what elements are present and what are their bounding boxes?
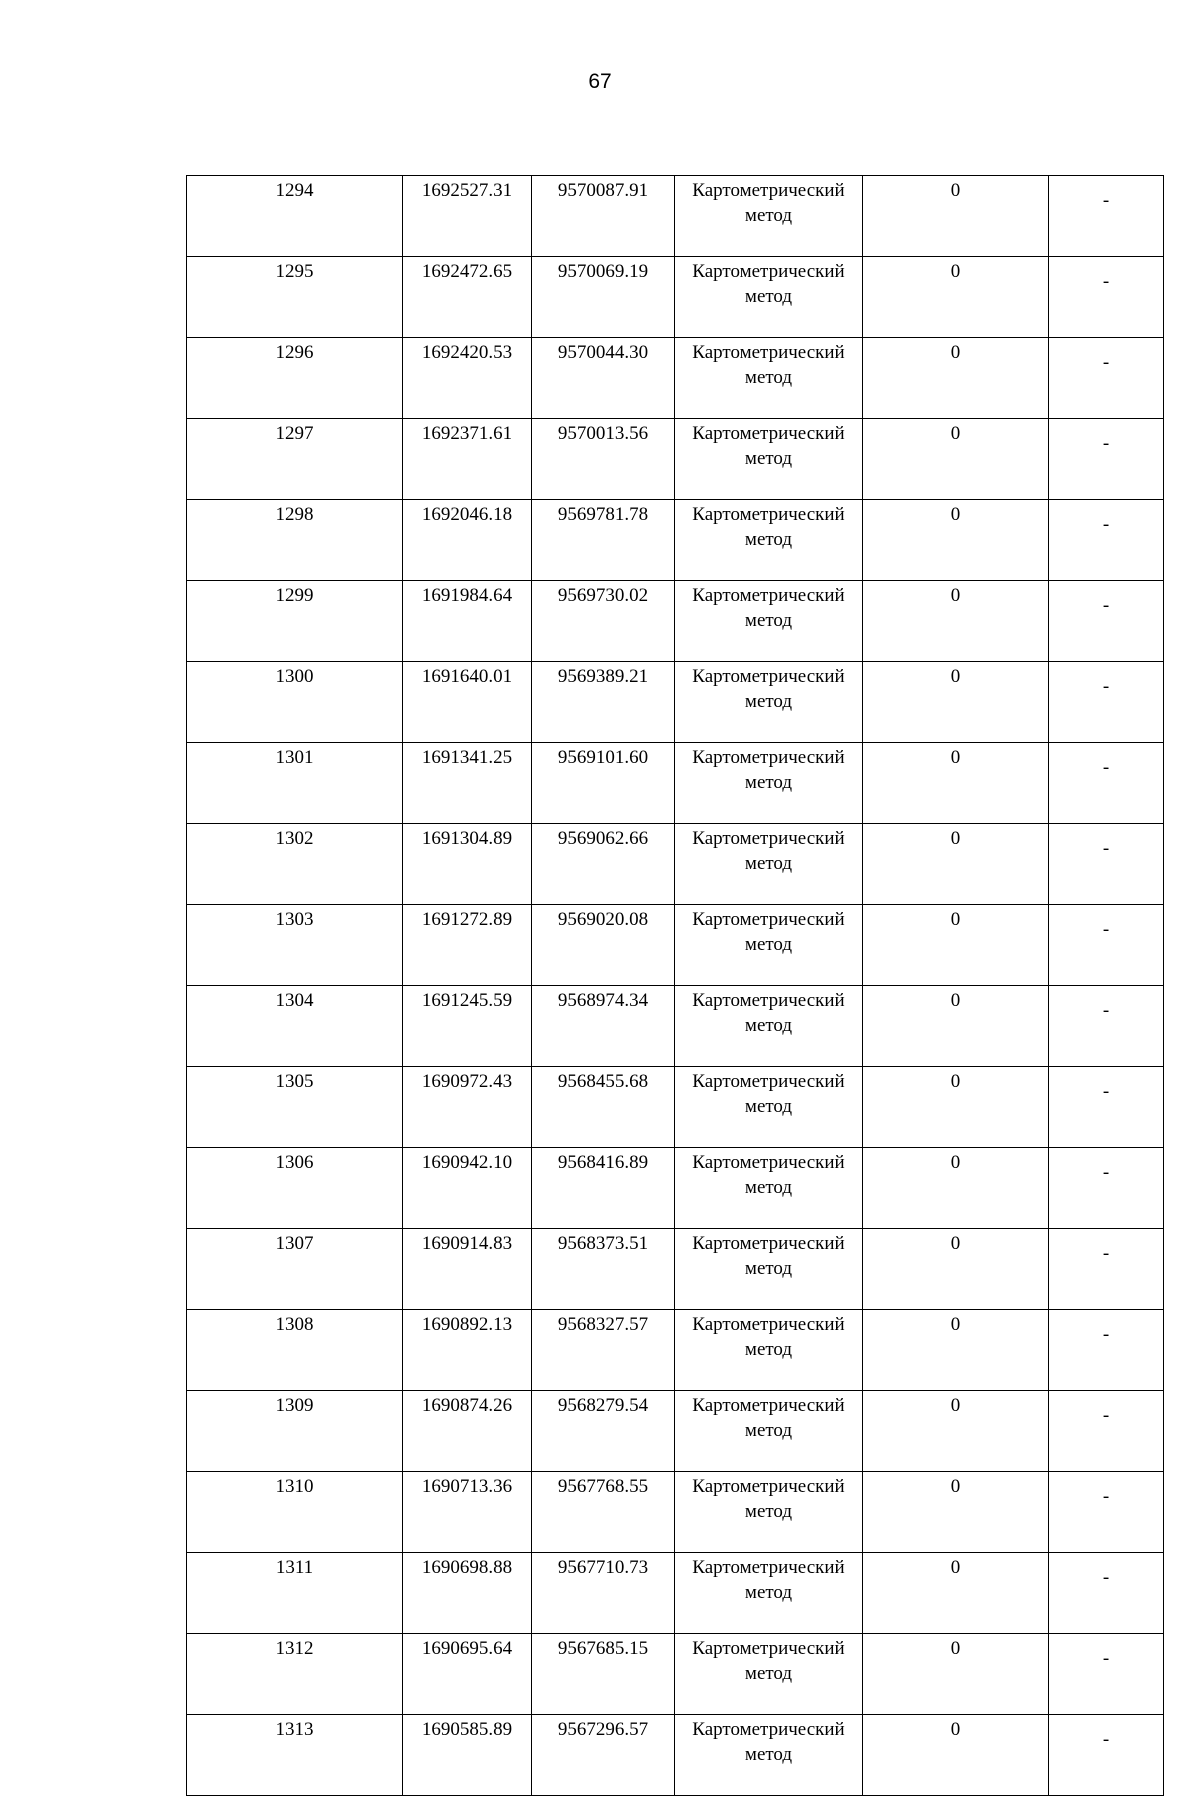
method-line-1: Картометрический	[692, 1638, 845, 1659]
method-cell	[675, 824, 863, 905]
error-cell: 0	[863, 1472, 1049, 1553]
x-coordinate-cell: 1691245.59	[403, 986, 532, 1067]
y-coordinate-cell: 9569389.21	[532, 662, 675, 743]
table-row	[187, 1472, 1164, 1553]
method-cell	[675, 1229, 863, 1310]
method-line-2: метод	[744, 1744, 793, 1765]
method-line-2: метод	[744, 1582, 793, 1603]
point-number-cell: 1300	[187, 662, 403, 743]
point-number-cell: 1311	[187, 1553, 403, 1634]
x-coordinate-cell: 1692472.65	[403, 257, 532, 338]
note-cell: -	[1049, 338, 1164, 419]
x-coordinate-cell: 1690874.26	[403, 1391, 532, 1472]
method-line-1: Картометрический	[692, 1557, 845, 1578]
table-row	[187, 338, 1164, 419]
note-cell: -	[1049, 1229, 1164, 1310]
method-line-2: метод	[744, 691, 793, 712]
method-cell	[675, 1148, 863, 1229]
y-coordinate-cell: 9569020.08	[532, 905, 675, 986]
error-cell: 0	[863, 1634, 1049, 1715]
x-coordinate-cell: 1690695.64	[403, 1634, 532, 1715]
method-cell	[675, 176, 863, 257]
method-line-1: Картометрический	[692, 1314, 845, 1335]
note-cell: -	[1049, 1634, 1164, 1715]
error-cell: 0	[863, 662, 1049, 743]
point-number-cell: 1305	[187, 1067, 403, 1148]
y-coordinate-cell: 9568279.54	[532, 1391, 675, 1472]
y-coordinate-cell: 9570087.91	[532, 176, 675, 257]
x-coordinate-cell: 1690698.88	[403, 1553, 532, 1634]
table-row	[187, 905, 1164, 986]
error-cell: 0	[863, 257, 1049, 338]
method-line-1: Картометрический	[692, 990, 845, 1011]
method-line-1: Картометрический	[692, 1071, 845, 1092]
y-coordinate-cell: 9568455.68	[532, 1067, 675, 1148]
point-number-cell: 1299	[187, 581, 403, 662]
point-number-cell: 1310	[187, 1472, 403, 1553]
point-number-cell: 1301	[187, 743, 403, 824]
method-cell	[675, 1715, 863, 1796]
table-row	[187, 500, 1164, 581]
note-cell: -	[1049, 419, 1164, 500]
error-cell: 0	[863, 824, 1049, 905]
method-cell	[675, 419, 863, 500]
y-coordinate-cell: 9569730.02	[532, 581, 675, 662]
y-coordinate-cell: 9567768.55	[532, 1472, 675, 1553]
method-cell	[675, 662, 863, 743]
method-line-1: Картометрический	[692, 1233, 845, 1254]
point-number-cell: 1307	[187, 1229, 403, 1310]
note-cell: -	[1049, 1391, 1164, 1472]
point-number-cell: 1296	[187, 338, 403, 419]
method-line-1: Картометрический	[692, 180, 845, 201]
x-coordinate-cell: 1691304.89	[403, 824, 532, 905]
method-line-1: Картометрический	[692, 261, 845, 282]
x-coordinate-cell: 1691272.89	[403, 905, 532, 986]
method-cell	[675, 986, 863, 1067]
method-line-2: метод	[744, 286, 793, 307]
x-coordinate-cell: 1691341.25	[403, 743, 532, 824]
table-row	[187, 1229, 1164, 1310]
method-line-1: Картометрический	[692, 1476, 845, 1497]
point-number-cell: 1303	[187, 905, 403, 986]
note-cell: -	[1049, 905, 1164, 986]
method-line-1: Картометрический	[692, 342, 845, 363]
note-cell: -	[1049, 1715, 1164, 1796]
error-cell: 0	[863, 905, 1049, 986]
x-coordinate-cell: 1690713.36	[403, 1472, 532, 1553]
note-cell: -	[1049, 581, 1164, 662]
y-coordinate-cell: 9569101.60	[532, 743, 675, 824]
method-cell	[675, 581, 863, 662]
x-coordinate-cell: 1692527.31	[403, 176, 532, 257]
point-number-cell: 1302	[187, 824, 403, 905]
error-cell: 0	[863, 1310, 1049, 1391]
point-number-cell: 1308	[187, 1310, 403, 1391]
method-line-1: Картометрический	[692, 504, 845, 525]
error-cell: 0	[863, 1553, 1049, 1634]
point-number-cell: 1313	[187, 1715, 403, 1796]
point-number-cell: 1309	[187, 1391, 403, 1472]
coordinates-table	[186, 175, 1164, 1796]
table-row	[187, 1067, 1164, 1148]
note-cell: -	[1049, 257, 1164, 338]
y-coordinate-cell: 9570013.56	[532, 419, 675, 500]
table-row	[187, 1715, 1164, 1796]
point-number-cell: 1297	[187, 419, 403, 500]
method-line-1: Картометрический	[692, 747, 845, 768]
error-cell: 0	[863, 1229, 1049, 1310]
error-cell: 0	[863, 1148, 1049, 1229]
method-line-2: метод	[744, 934, 793, 955]
error-cell: 0	[863, 1715, 1049, 1796]
method-line-2: метод	[744, 1258, 793, 1279]
x-coordinate-cell: 1691640.01	[403, 662, 532, 743]
x-coordinate-cell: 1690914.83	[403, 1229, 532, 1310]
table-row	[187, 1148, 1164, 1229]
table-row	[187, 1310, 1164, 1391]
table-row	[187, 662, 1164, 743]
method-line-2: метод	[744, 1096, 793, 1117]
y-coordinate-cell: 9569781.78	[532, 500, 675, 581]
error-cell: 0	[863, 1067, 1049, 1148]
method-line-2: метод	[744, 205, 793, 226]
page-number: 67	[588, 70, 612, 93]
error-cell: 0	[863, 419, 1049, 500]
table-row	[187, 1634, 1164, 1715]
method-line-2: метод	[744, 367, 793, 388]
method-cell	[675, 1391, 863, 1472]
method-line-2: метод	[744, 1177, 793, 1198]
y-coordinate-cell: 9567685.15	[532, 1634, 675, 1715]
method-cell	[675, 1553, 863, 1634]
method-line-2: метод	[744, 448, 793, 469]
table-row	[187, 419, 1164, 500]
point-number-cell: 1306	[187, 1148, 403, 1229]
method-line-2: метод	[744, 1663, 793, 1684]
table-row	[187, 581, 1164, 662]
point-number-cell: 1304	[187, 986, 403, 1067]
method-cell	[675, 743, 863, 824]
method-line-1: Картометрический	[692, 828, 845, 849]
method-line-1: Картометрический	[692, 585, 845, 606]
method-line-1: Картометрический	[692, 1719, 845, 1740]
method-cell	[675, 1634, 863, 1715]
error-cell: 0	[863, 743, 1049, 824]
note-cell: -	[1049, 500, 1164, 581]
y-coordinate-cell: 9570069.19	[532, 257, 675, 338]
x-coordinate-cell: 1692371.61	[403, 419, 532, 500]
y-coordinate-cell: 9567296.57	[532, 1715, 675, 1796]
point-number-cell: 1295	[187, 257, 403, 338]
method-line-1: Картометрический	[692, 909, 845, 930]
method-cell	[675, 500, 863, 581]
note-cell: -	[1049, 176, 1164, 257]
point-number-cell: 1298	[187, 500, 403, 581]
note-cell: -	[1049, 662, 1164, 743]
method-line-2: метод	[744, 772, 793, 793]
y-coordinate-cell: 9569062.66	[532, 824, 675, 905]
error-cell: 0	[863, 986, 1049, 1067]
table-row	[187, 824, 1164, 905]
method-line-1: Картометрический	[692, 1395, 845, 1416]
x-coordinate-cell: 1692046.18	[403, 500, 532, 581]
table-row	[187, 1553, 1164, 1634]
error-cell: 0	[863, 581, 1049, 662]
note-cell: -	[1049, 1310, 1164, 1391]
table-row	[187, 986, 1164, 1067]
note-cell: -	[1049, 824, 1164, 905]
method-line-2: метод	[744, 1420, 793, 1441]
table-row	[187, 176, 1164, 257]
x-coordinate-cell: 1691984.64	[403, 581, 532, 662]
method-line-2: метод	[744, 1339, 793, 1360]
y-coordinate-cell: 9570044.30	[532, 338, 675, 419]
method-line-1: Картометрический	[692, 666, 845, 687]
method-line-2: метод	[744, 610, 793, 631]
point-number-cell: 1294	[187, 176, 403, 257]
note-cell: -	[1049, 1472, 1164, 1553]
method-line-2: метод	[744, 1501, 793, 1522]
x-coordinate-cell: 1690585.89	[403, 1715, 532, 1796]
table-row	[187, 257, 1164, 338]
table-row	[187, 1391, 1164, 1472]
method-cell	[675, 1472, 863, 1553]
x-coordinate-cell: 1692420.53	[403, 338, 532, 419]
x-coordinate-cell: 1690942.10	[403, 1148, 532, 1229]
method-line-1: Картометрический	[692, 423, 845, 444]
note-cell: -	[1049, 1148, 1164, 1229]
y-coordinate-cell: 9568416.89	[532, 1148, 675, 1229]
error-cell: 0	[863, 338, 1049, 419]
x-coordinate-cell: 1690972.43	[403, 1067, 532, 1148]
table-row	[187, 743, 1164, 824]
y-coordinate-cell: 9568327.57	[532, 1310, 675, 1391]
point-number-cell: 1312	[187, 1634, 403, 1715]
table-body	[187, 176, 1164, 1796]
method-line-2: метод	[744, 853, 793, 874]
note-cell: -	[1049, 986, 1164, 1067]
error-cell: 0	[863, 176, 1049, 257]
method-line-1: Картометрический	[692, 1152, 845, 1173]
note-cell: -	[1049, 743, 1164, 824]
y-coordinate-cell: 9568974.34	[532, 986, 675, 1067]
note-cell: -	[1049, 1553, 1164, 1634]
note-cell: -	[1049, 1067, 1164, 1148]
method-cell	[675, 338, 863, 419]
method-cell	[675, 257, 863, 338]
method-cell	[675, 1067, 863, 1148]
method-line-2: метод	[744, 1015, 793, 1036]
x-coordinate-cell: 1690892.13	[403, 1310, 532, 1391]
method-cell	[675, 905, 863, 986]
error-cell: 0	[863, 500, 1049, 581]
method-line-2: метод	[744, 529, 793, 550]
method-cell	[675, 1310, 863, 1391]
error-cell: 0	[863, 1391, 1049, 1472]
y-coordinate-cell: 9567710.73	[532, 1553, 675, 1634]
y-coordinate-cell: 9568373.51	[532, 1229, 675, 1310]
